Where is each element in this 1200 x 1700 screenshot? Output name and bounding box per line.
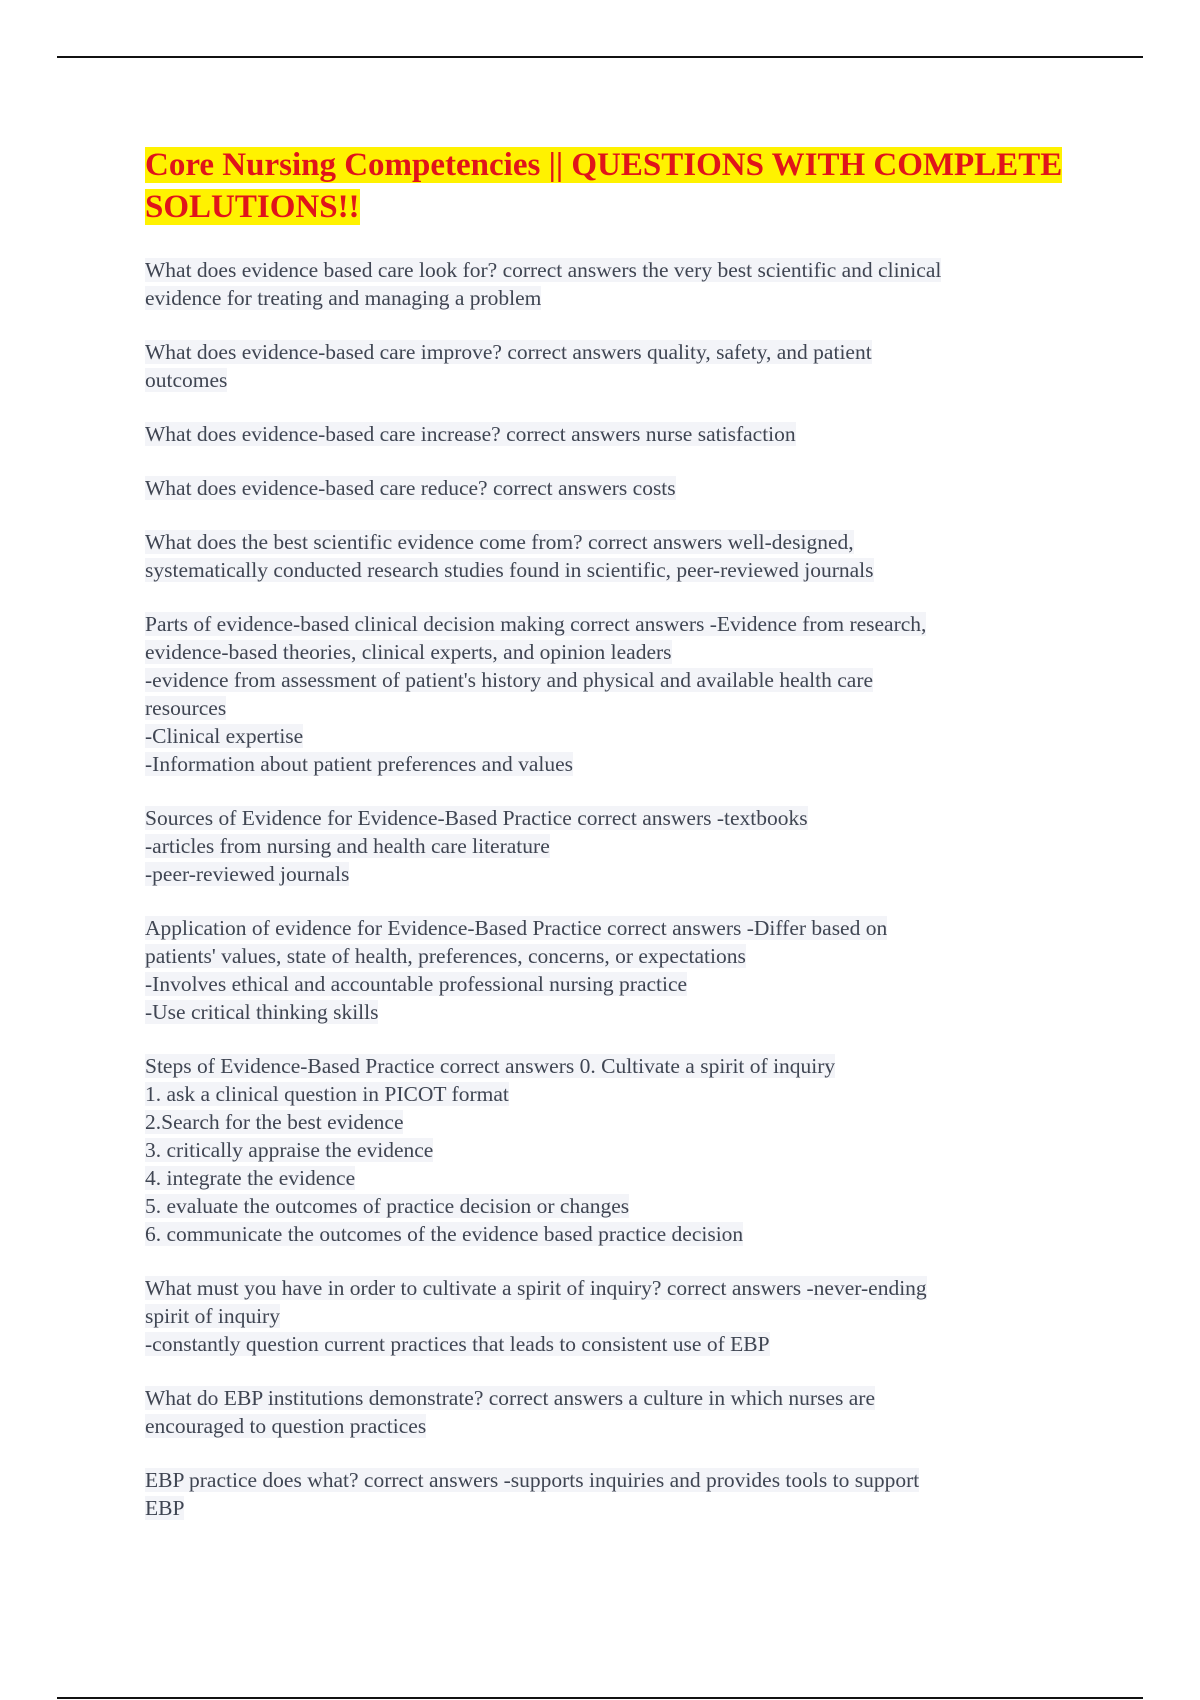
qa-line (145, 1164, 1065, 1192)
qa-line (145, 1274, 1065, 1302)
qa-line-text: What does the best scientific evidence come from? correct answers well-designed, (145, 530, 854, 554)
qa-line (145, 1108, 1065, 1136)
qa-line (145, 1220, 1065, 1248)
qa-line (145, 1136, 1065, 1164)
qa-line (145, 1384, 1065, 1412)
qa-line-text: 2.Search for the best evidence (145, 1110, 404, 1134)
qa-line (145, 998, 1065, 1026)
qa-entry (145, 1466, 1065, 1522)
qa-line (145, 284, 1065, 312)
qa-line (145, 256, 1065, 284)
qa-line-text: resources (145, 696, 227, 720)
header-rule (57, 56, 1143, 58)
footer-rule (57, 1697, 1143, 1699)
qa-line (145, 860, 1065, 888)
qa-entry (145, 420, 1065, 448)
qa-line (145, 1466, 1065, 1494)
qa-line-text: evidence-based theories, clinical experts, and opinion leaders (145, 640, 672, 664)
document-body (145, 144, 1065, 1548)
qa-list (145, 256, 1065, 1522)
qa-line-text: What must you have in order to cultivate a spirit of inquiry? correct answers -never-ending (145, 1276, 927, 1300)
qa-line (145, 832, 1065, 860)
qa-entry (145, 914, 1065, 1026)
qa-line-text: outcomes (145, 368, 228, 392)
qa-entry (145, 338, 1065, 394)
qa-line-text: What do EBP institutions demonstrate? correct answers a culture in which nurses are (145, 1386, 875, 1410)
qa-line-text: What does evidence based care look for? correct answers the very best scientific and clinical (145, 258, 942, 282)
qa-line-text: -Involves ethical and accountable professional nursing practice (145, 972, 688, 996)
qa-line (145, 694, 1065, 722)
qa-line-text: -constantly question current practices that leads to consistent use of EBP (145, 1332, 770, 1356)
qa-line-text: -Use critical thinking skills (145, 1000, 379, 1024)
qa-line-text: What does evidence-based care reduce? correct answers costs (145, 476, 676, 500)
qa-line (145, 366, 1065, 394)
document-title-text: Core Nursing Competencies || QUESTIONS WITH COMPLETE SOLUTIONS!! (145, 147, 1063, 225)
qa-line (145, 970, 1065, 998)
qa-line-text: encouraged to question practices (145, 1414, 427, 1438)
qa-line-text: systematically conducted research studies found in scientific, peer-reviewed journals (145, 558, 874, 582)
qa-line (145, 1330, 1065, 1358)
qa-line (145, 722, 1065, 750)
qa-entry (145, 1052, 1065, 1248)
qa-line-text: Parts of evidence-based clinical decision making correct answers -Evidence from research, (145, 612, 927, 636)
qa-line-text: Application of evidence for Evidence-Based Practice correct answers -Differ based on (145, 916, 888, 940)
qa-entry (145, 474, 1065, 502)
qa-line-text: What does evidence-based care increase? correct answers nurse satisfaction (145, 422, 796, 446)
qa-line (145, 914, 1065, 942)
qa-line-text: 5. evaluate the outcomes of practice decision or changes (145, 1194, 630, 1218)
qa-line (145, 1302, 1065, 1330)
qa-entry (145, 256, 1065, 312)
qa-line (145, 556, 1065, 584)
qa-line-text: What does evidence-based care improve? correct answers quality, safety, and patient (145, 340, 872, 364)
qa-line (145, 1052, 1065, 1080)
qa-line-text: patients' values, state of health, preferences, concerns, or expectations (145, 944, 746, 968)
qa-entry (145, 610, 1065, 778)
qa-line-text: EBP practice does what? correct answers -supports inquiries and provides tools to support (145, 1468, 920, 1492)
qa-line-text: -Information about patient preferences and values (145, 752, 574, 776)
qa-line (145, 610, 1065, 638)
qa-line-text: -evidence from assessment of patient's history and physical and available health care (145, 668, 874, 692)
qa-line (145, 638, 1065, 666)
qa-line-text: -peer-reviewed journals (145, 862, 350, 886)
qa-entry (145, 528, 1065, 584)
qa-entry (145, 1384, 1065, 1440)
qa-line-text: 1. ask a clinical question in PICOT format (145, 1082, 509, 1106)
qa-line-text: Sources of Evidence for Evidence-Based Practice correct answers -textbooks (145, 806, 808, 830)
qa-line (145, 666, 1065, 694)
qa-line-text: 4. integrate the evidence (145, 1166, 356, 1190)
qa-line (145, 804, 1065, 832)
qa-line (145, 474, 1065, 502)
qa-entry (145, 1274, 1065, 1358)
qa-line (145, 338, 1065, 366)
qa-line-text: spirit of inquiry (145, 1304, 280, 1328)
qa-line-text: Steps of Evidence-Based Practice correct answers 0. Cultivate a spirit of inquiry (145, 1054, 836, 1078)
qa-line-text: -articles from nursing and health care literature (145, 834, 550, 858)
qa-line (145, 1192, 1065, 1220)
qa-line (145, 1080, 1065, 1108)
qa-line (145, 750, 1065, 778)
qa-line (145, 1494, 1065, 1522)
qa-line (145, 1412, 1065, 1440)
qa-entry (145, 804, 1065, 888)
qa-line-text: 3. critically appraise the evidence (145, 1138, 434, 1162)
qa-line (145, 528, 1065, 556)
qa-line (145, 942, 1065, 970)
qa-line (145, 420, 1065, 448)
qa-line-text: 6. communicate the outcomes of the evidence based practice decision (145, 1222, 744, 1246)
qa-line-text: -Clinical expertise (145, 724, 304, 748)
qa-line-text: EBP (145, 1496, 185, 1520)
qa-line-text: evidence for treating and managing a problem (145, 286, 542, 310)
document-title (145, 144, 1065, 228)
